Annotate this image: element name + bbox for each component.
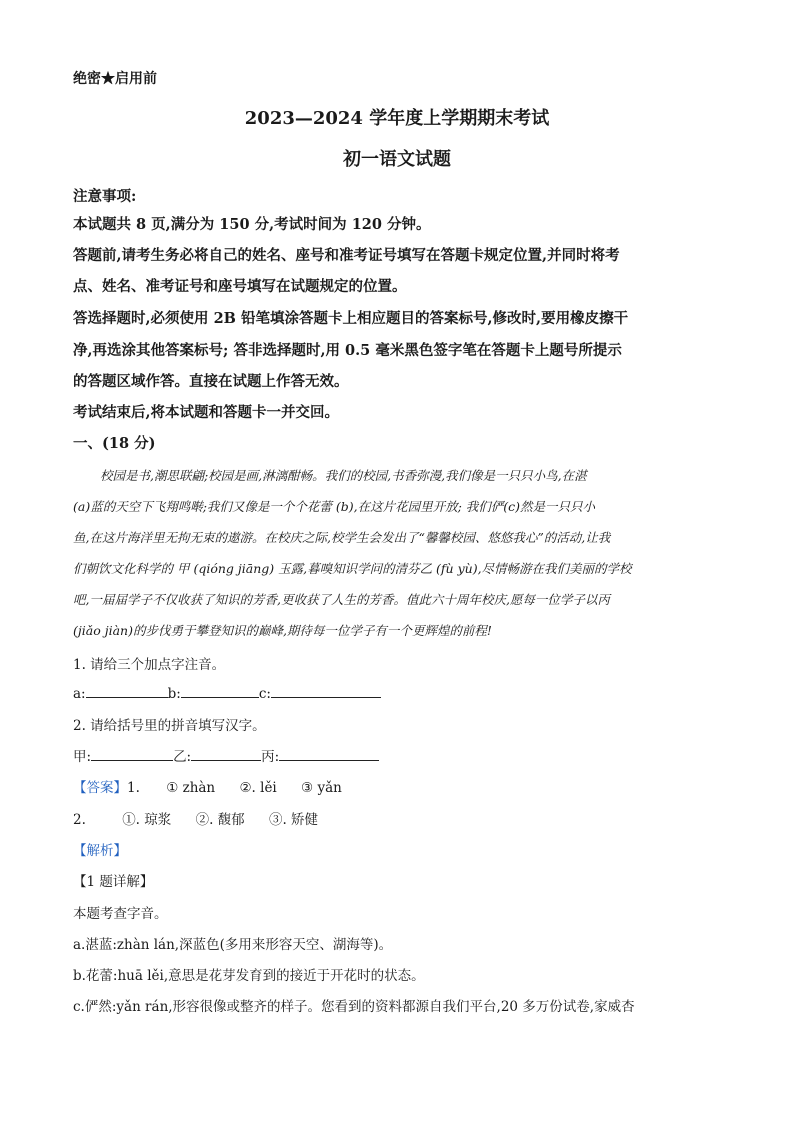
answer-q2-c: ③. 矫健 xyxy=(268,812,319,828)
notes-line-2: 答题前,请考生务必将自己的姓名、座号和准考证号填写在答题卡规定位置,并同时将考 xyxy=(73,247,620,264)
answer-q1-b: ②. lěi xyxy=(239,780,277,796)
answer-q1-a: ① zhàn xyxy=(166,780,216,796)
q2-blanks xyxy=(73,745,379,765)
analysis-c: c.俨然:yǎn rán,形容很像或整齐的样子。您看到的资料都源自我们平台,20 多万份试卷,家威杏 xyxy=(73,999,635,1015)
q2-yi-label: 乙: xyxy=(173,749,192,765)
passage-line-5: 吧,一届届学子不仅收获了知识的芳香,更收获了人生的芳香。值此六十周年校庆,愿每一位学子以丙 xyxy=(73,592,610,607)
answer-row-2 xyxy=(73,808,318,828)
notes-line-7: 考试结束后,将本试题和答题卡一并交回。 xyxy=(73,404,340,421)
answer-q2-b: ②. 馥郁 xyxy=(195,812,245,828)
q1-c-blank[interactable] xyxy=(271,683,381,698)
answer-label: 【答案】 xyxy=(73,780,127,796)
q2-bing-label: 丙: xyxy=(261,749,280,765)
secret-label: 绝密★启用前 xyxy=(73,71,157,87)
notes-heading: 注意事项: xyxy=(73,188,137,205)
answer-row-1 xyxy=(73,776,342,796)
q1-a-label: a: xyxy=(73,686,86,702)
exam-title: 2023—2024 学年度上学期期末考试 xyxy=(244,108,550,129)
exam-subtitle: 初一语文试题 xyxy=(343,149,451,170)
notes-line-1: 本试题共 8 页,满分为 150 分,考试时间为 120 分钟。 xyxy=(73,216,431,233)
answer-q1-c: ③ yǎn xyxy=(301,780,342,796)
analysis-intro: 本题考查字音。 xyxy=(73,906,168,922)
q2-yi-blank[interactable] xyxy=(191,746,261,761)
passage-line-3: 鱼,在这片海洋里无拘无束的遨游。在校庆之际,校学生会发出了“馨馨校园、悠悠我心”的活动,让我 xyxy=(73,530,611,545)
passage-line-6: (jiǎo jiàn)的步伐勇于攀登知识的巅峰,期待每一位学子有一个更辉煌的前程! xyxy=(73,623,492,638)
section1-heading: 一、(18 分) xyxy=(73,435,156,452)
notes-line-4: 答选择题时,必须使用 2B 铅笔填涂答题卡上相应题目的答案标号,修改时,要用橡皮擦干 xyxy=(73,310,629,327)
q2-jia-label: 甲: xyxy=(73,749,92,765)
q2-prompt: 2. 请给括号里的拼音填写汉字。 xyxy=(73,718,266,734)
analysis-b: b.花蕾:huā lěi,意思是花芽发育到的接近于开花时的状态。 xyxy=(73,968,425,984)
analysis-a: a.湛蓝:zhàn lán,深蓝色(多用来形容天空、湖海等)。 xyxy=(73,937,393,953)
q1-blanks xyxy=(73,683,381,702)
q1-c-label: c: xyxy=(258,686,271,702)
notes-line-5: 净,再选涂其他答案标号; 答非选择题时,用 0.5 毫米黑色签字笔在答题卡上题号所提示 xyxy=(73,342,622,359)
analysis-label: 【解析】 xyxy=(73,843,127,859)
q1-prompt: 1. 请给三个加点字注音。 xyxy=(73,657,226,673)
answer-q1-num: 1. xyxy=(127,780,140,796)
analysis-detail: 【1 题详解】 xyxy=(73,874,154,890)
passage-line-2: (a)蓝的天空下飞翔鸣啭;我们又像是一个个花蕾 (b),在这片花园里开放; 我们俨(c)然是一只只小 xyxy=(73,499,596,514)
notes-line-3: 点、姓名、准考证号和座号填写在试题规定的位置。 xyxy=(73,278,407,295)
answer-q2-num: 2. xyxy=(73,812,86,828)
passage-line-1: 校园是书,潮思联翩;校园是画,淋漓酣畅。我们的校园,书香弥漫,我们像是一只只小鸟,在湛 xyxy=(100,468,587,483)
passage-line-4: 们朝饮文化科学的 甲 (qióng jiāng) 玉露,暮嗅知识学问的清芬乙 (fù yù),尽情畅游在我们美丽的学校 xyxy=(73,561,632,576)
q2-bing-blank[interactable] xyxy=(279,746,379,761)
q2-jia-blank[interactable] xyxy=(91,746,173,761)
q1-b-blank[interactable] xyxy=(181,683,259,698)
q1-a-blank[interactable] xyxy=(86,683,168,698)
notes-line-6: 的答题区域作答。直接在试题上作答无效。 xyxy=(73,373,349,390)
q1-b-label: b: xyxy=(167,686,181,702)
answer-q2-a: ①. 琼浆 xyxy=(122,812,172,828)
